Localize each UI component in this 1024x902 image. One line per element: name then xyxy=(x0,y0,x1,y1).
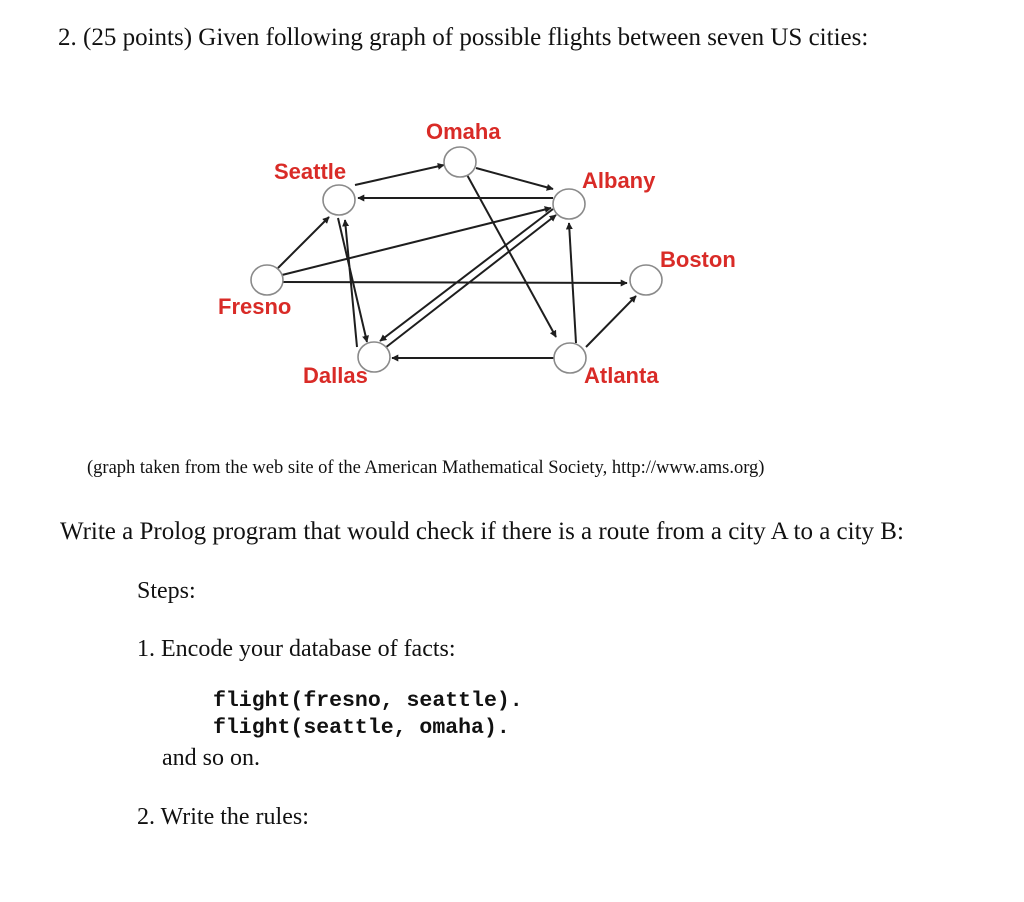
city-labels xyxy=(218,119,736,388)
task-statement: Write a Prolog program that would check if there is a route from a city A to a city B: xyxy=(60,518,904,545)
code-line-1: flight(fresno, seattle). xyxy=(213,689,523,713)
label-fresno: Fresno xyxy=(218,294,292,319)
flight-graph xyxy=(200,105,760,405)
node-atlanta xyxy=(554,343,586,373)
code-line-2: flight(seattle, omaha). xyxy=(213,716,510,740)
edge-seattle-dallas xyxy=(338,218,367,342)
edge-atlanta-boston xyxy=(586,296,636,347)
step-1: 1. Encode your database of facts: xyxy=(137,636,456,662)
steps-label: Steps: xyxy=(137,578,196,604)
label-dallas: Dallas xyxy=(303,363,368,388)
label-boston: Boston xyxy=(660,247,736,272)
and-so-on-text: and so on. xyxy=(162,745,260,771)
edge-omaha-albany xyxy=(476,168,553,189)
node-omaha xyxy=(444,147,476,177)
node-boston xyxy=(630,265,662,295)
node-albany xyxy=(553,189,585,219)
edge-dallas-seattle xyxy=(345,220,357,347)
graph-caption: (graph taken from the web site of the American Mathematical Society, http://www.ams.org) xyxy=(87,458,765,478)
step-2: 2. Write the rules: xyxy=(137,804,309,830)
label-albany: Albany xyxy=(582,168,656,193)
label-seattle: Seattle xyxy=(274,159,347,184)
edge-fresno-seattle xyxy=(278,217,329,268)
question-heading: 2. (25 points) Given following graph of possible flights between seven US cities: xyxy=(58,24,869,51)
node-seattle xyxy=(323,185,355,215)
node-fresno xyxy=(251,265,283,295)
edge-seattle-omaha xyxy=(355,165,444,185)
label-atlanta: Atlanta xyxy=(584,363,659,388)
label-omaha: Omaha xyxy=(426,119,501,144)
